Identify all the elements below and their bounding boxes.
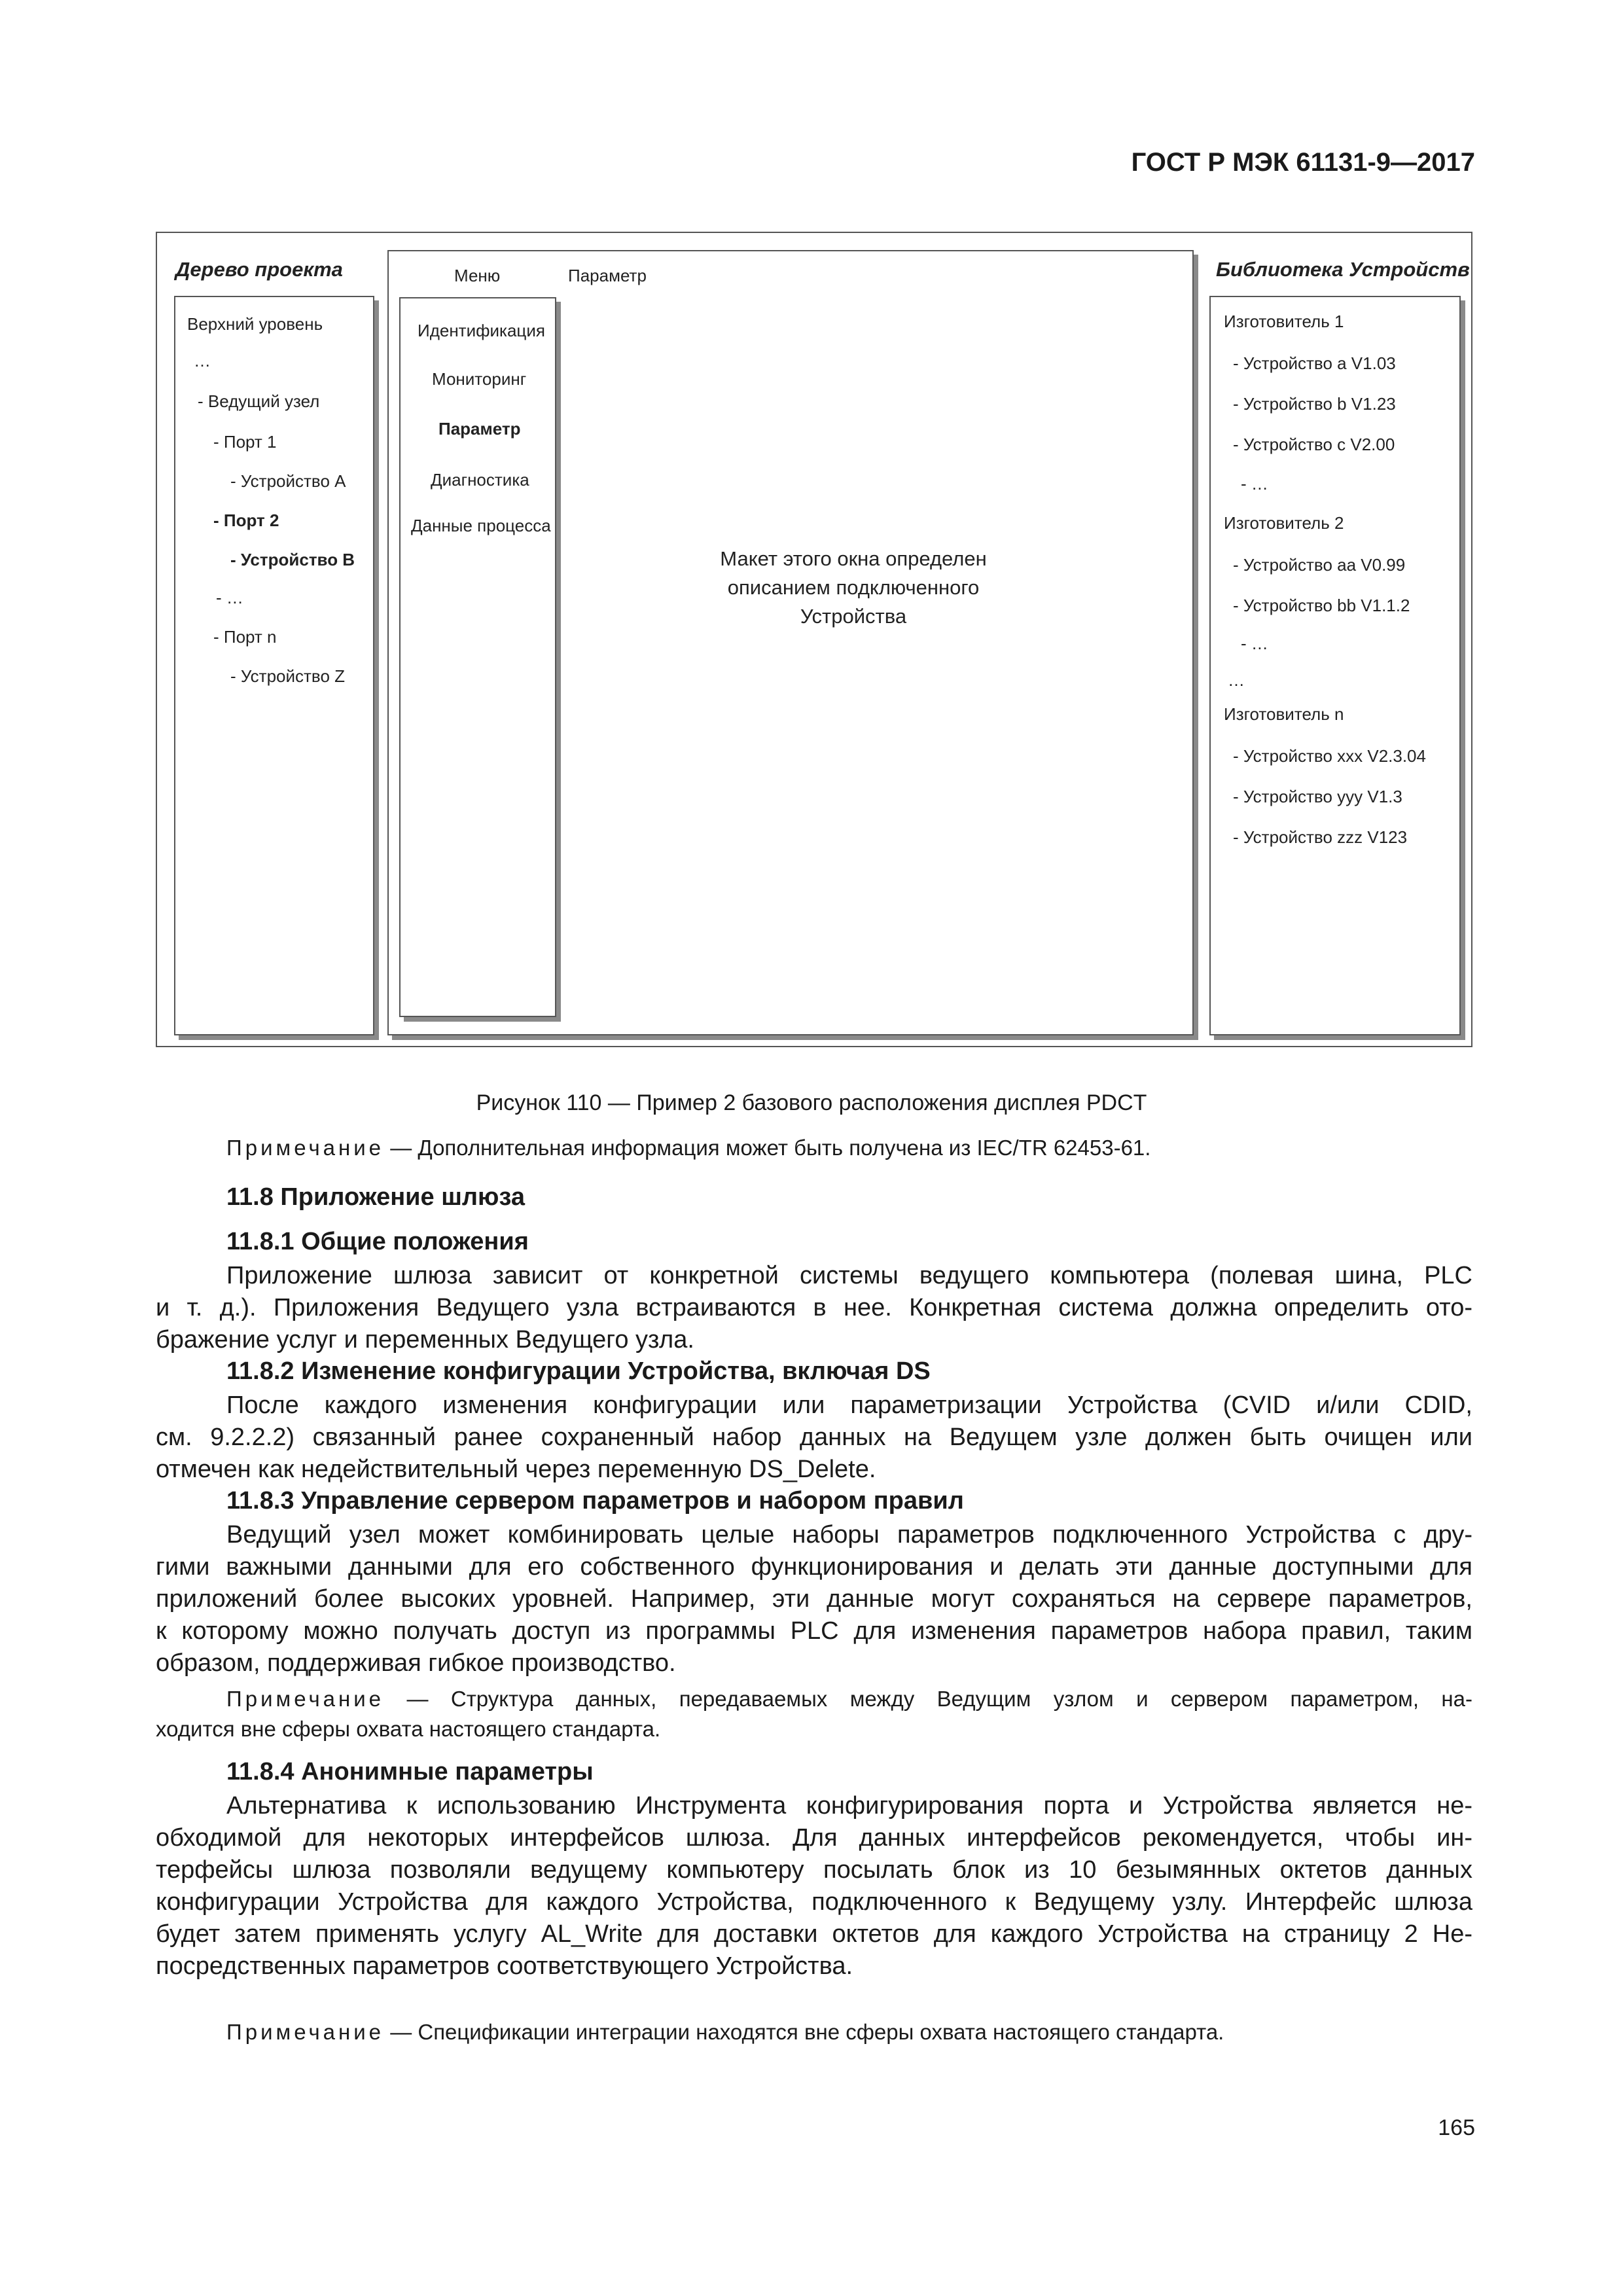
- message-line: Устройства: [800, 605, 907, 628]
- page-number: 165: [1438, 2115, 1475, 2140]
- tree-item[interactable]: - Ведущий узел: [198, 391, 320, 411]
- subsection-heading: 11.8.3 Управление сервером параметров и набором правил: [226, 1487, 964, 1515]
- note-3: [226, 2017, 1224, 2047]
- note-2: [156, 1684, 1472, 1744]
- paragraph-line: посредственных параметров соответствующего Устройства.: [156, 1952, 853, 1980]
- library-item[interactable]: - Устройство xxx V2.3.04: [1233, 746, 1426, 766]
- parameter-window-panel: [387, 250, 1194, 1035]
- paragraph: [156, 1260, 1472, 1356]
- paragraph-line: и т. д.). Приложения Ведущего узла встраиваются в нее. Конкретная система должна определить ото-: [156, 1294, 1472, 1321]
- library-item: - …: [1241, 634, 1268, 653]
- menu-label: Меню: [454, 266, 501, 285]
- document-header: ГОСТ Р МЭК 61131-9—2017: [1131, 148, 1475, 177]
- paragraph-line: конфигурации Устройства для каждого Устройства, подключенного к Ведущему узлу. Интерфейс шлюза: [156, 1888, 1472, 1916]
- note-text: — Структура данных, передаваемых между Ведущим узлом и сервером параметром, на-: [406, 1687, 1472, 1711]
- paragraph-line: гими важными данными для его собственного функционирования и делать эти данные доступными для: [156, 1553, 1472, 1581]
- window-layout-message: [664, 545, 1043, 631]
- paragraph-line: терфейсы шлюза позволяли ведущему компьютеру посылать блок из 10 безымянных октетов данных: [156, 1856, 1472, 1884]
- tree-item[interactable]: - Устройство Z: [230, 666, 346, 686]
- library-item: …: [1228, 670, 1245, 690]
- library-item: - …: [1241, 474, 1268, 493]
- paragraph-line: После каждого изменения конфигурации или параметризации Устройства (CVID и/или CDID,: [226, 1391, 1472, 1419]
- note-text: — Дополнительная информация может быть получена из IEC/TR 62453-61.: [390, 1136, 1151, 1160]
- menu-item-parameter[interactable]: Параметр: [438, 419, 521, 439]
- library-item[interactable]: Изготовитель 1: [1224, 312, 1344, 331]
- menu-item-diagnostics[interactable]: Диагностика: [431, 470, 529, 490]
- tree-item[interactable]: Верхний уровень: [187, 314, 323, 334]
- note-line: [156, 1684, 1472, 1714]
- paragraph-line: Приложение шлюза зависит от конкретной системы ведущего компьютера (полевая шина, PLC: [226, 1262, 1472, 1289]
- message-line: описанием подключенного: [727, 576, 980, 599]
- menu-item-monitoring[interactable]: Мониторинг: [432, 369, 527, 389]
- paragraph-line: к которому можно получать доступ из программы PLC для изменения параметров набора правил, таким: [156, 1617, 1472, 1645]
- library-item[interactable]: - Устройство a V1.03: [1233, 353, 1396, 373]
- note-text: — Спецификации интеграции находятся вне сферы охвата настоящего стандарта.: [390, 2020, 1224, 2044]
- tree-item-selected[interactable]: - Устройство В: [230, 550, 355, 569]
- parameter-label: Параметр: [568, 266, 647, 285]
- project-tree-panel: [174, 296, 374, 1035]
- library-item[interactable]: - Устройство yyy V1.3: [1233, 787, 1402, 806]
- subsection-heading: 11.8.1 Общие положения: [226, 1228, 529, 1255]
- note-1: [226, 1133, 1150, 1163]
- figure-caption: Рисунок 110 — Пример 2 базового расположения дисплея PDCT: [476, 1090, 1147, 1115]
- paragraph: [156, 1390, 1472, 1486]
- tree-item-selected[interactable]: - Порт 2: [213, 511, 279, 530]
- note-label: Примечание: [226, 1136, 385, 1160]
- library-item[interactable]: Изготовитель n: [1224, 704, 1344, 724]
- menu-item-identification[interactable]: Идентификация: [418, 321, 545, 340]
- note-line: ходится вне сферы охвата настоящего стандарта.: [156, 1717, 661, 1741]
- paragraph-line: отмечен как недействительный через переменную DS_Delete.: [156, 1456, 876, 1483]
- menu-item-process-data[interactable]: Данные процесса: [411, 516, 551, 535]
- paragraph-line: обходимой для некоторых интерфейсов шлюза. Для данных интерфейсов рекомендуется, чтобы ин-: [156, 1824, 1472, 1852]
- tree-item[interactable]: - Порт n: [213, 627, 277, 647]
- library-item[interactable]: - Устройство b V1.23: [1233, 394, 1396, 414]
- paragraph: [156, 1519, 1472, 1679]
- paragraph-line: Ведущий узел может комбинировать целые наборы параметров подключенного Устройства с дру-: [226, 1521, 1472, 1549]
- section-heading: 11.8 Приложение шлюза: [226, 1183, 526, 1211]
- paragraph-line: см. 9.2.2.2) связанный ранее сохраненный набор данных на Ведущем узле должен быть очищен или: [156, 1424, 1472, 1451]
- tree-item[interactable]: - Порт 1: [213, 432, 277, 452]
- subsection-heading: 11.8.2 Изменение конфигурации Устройства, включая DS: [226, 1357, 931, 1385]
- note-label: Примечание: [226, 2020, 385, 2044]
- paragraph-line: приложений более высоких уровней. Например, эти данные могут сохраняться на сервере параметров,: [156, 1585, 1472, 1613]
- paragraph-line: образом, поддерживая гибкое производство.: [156, 1649, 676, 1677]
- library-item[interactable]: - Устройство zzz V123: [1233, 827, 1408, 847]
- subsection-heading: 11.8.4 Анонимные параметры: [226, 1758, 594, 1785]
- note-label: Примечание: [226, 1687, 385, 1711]
- tree-item: …: [194, 351, 211, 370]
- paragraph: [156, 1790, 1472, 1982]
- paragraph-line: бражение услуг и переменных Ведущего узла.: [156, 1326, 694, 1354]
- paragraph-line: будет затем применять услугу AL_Write для доставки октетов для каждого Устройства на страницу 2 Не-: [156, 1920, 1472, 1948]
- device-library-panel: [1209, 296, 1461, 1035]
- menu-panel: [399, 297, 556, 1017]
- library-item[interactable]: - Устройство c V2.00: [1233, 435, 1395, 454]
- device-library-title: Библиотека Устройств: [1216, 258, 1470, 281]
- project-tree-title: Дерево проекта: [175, 258, 343, 281]
- library-item[interactable]: Изготовитель 2: [1224, 513, 1344, 533]
- paragraph-line: Альтернатива к использованию Инструмента конфигурирования порта и Устройства является не-: [226, 1792, 1472, 1820]
- tree-item: - …: [216, 588, 243, 607]
- library-item[interactable]: - Устройство bb V1.1.2: [1233, 596, 1410, 615]
- message-line: Макет этого окна определен: [720, 547, 987, 570]
- tree-item[interactable]: - Устройство А: [230, 471, 346, 491]
- library-item[interactable]: - Устройство аа V0.99: [1233, 555, 1406, 575]
